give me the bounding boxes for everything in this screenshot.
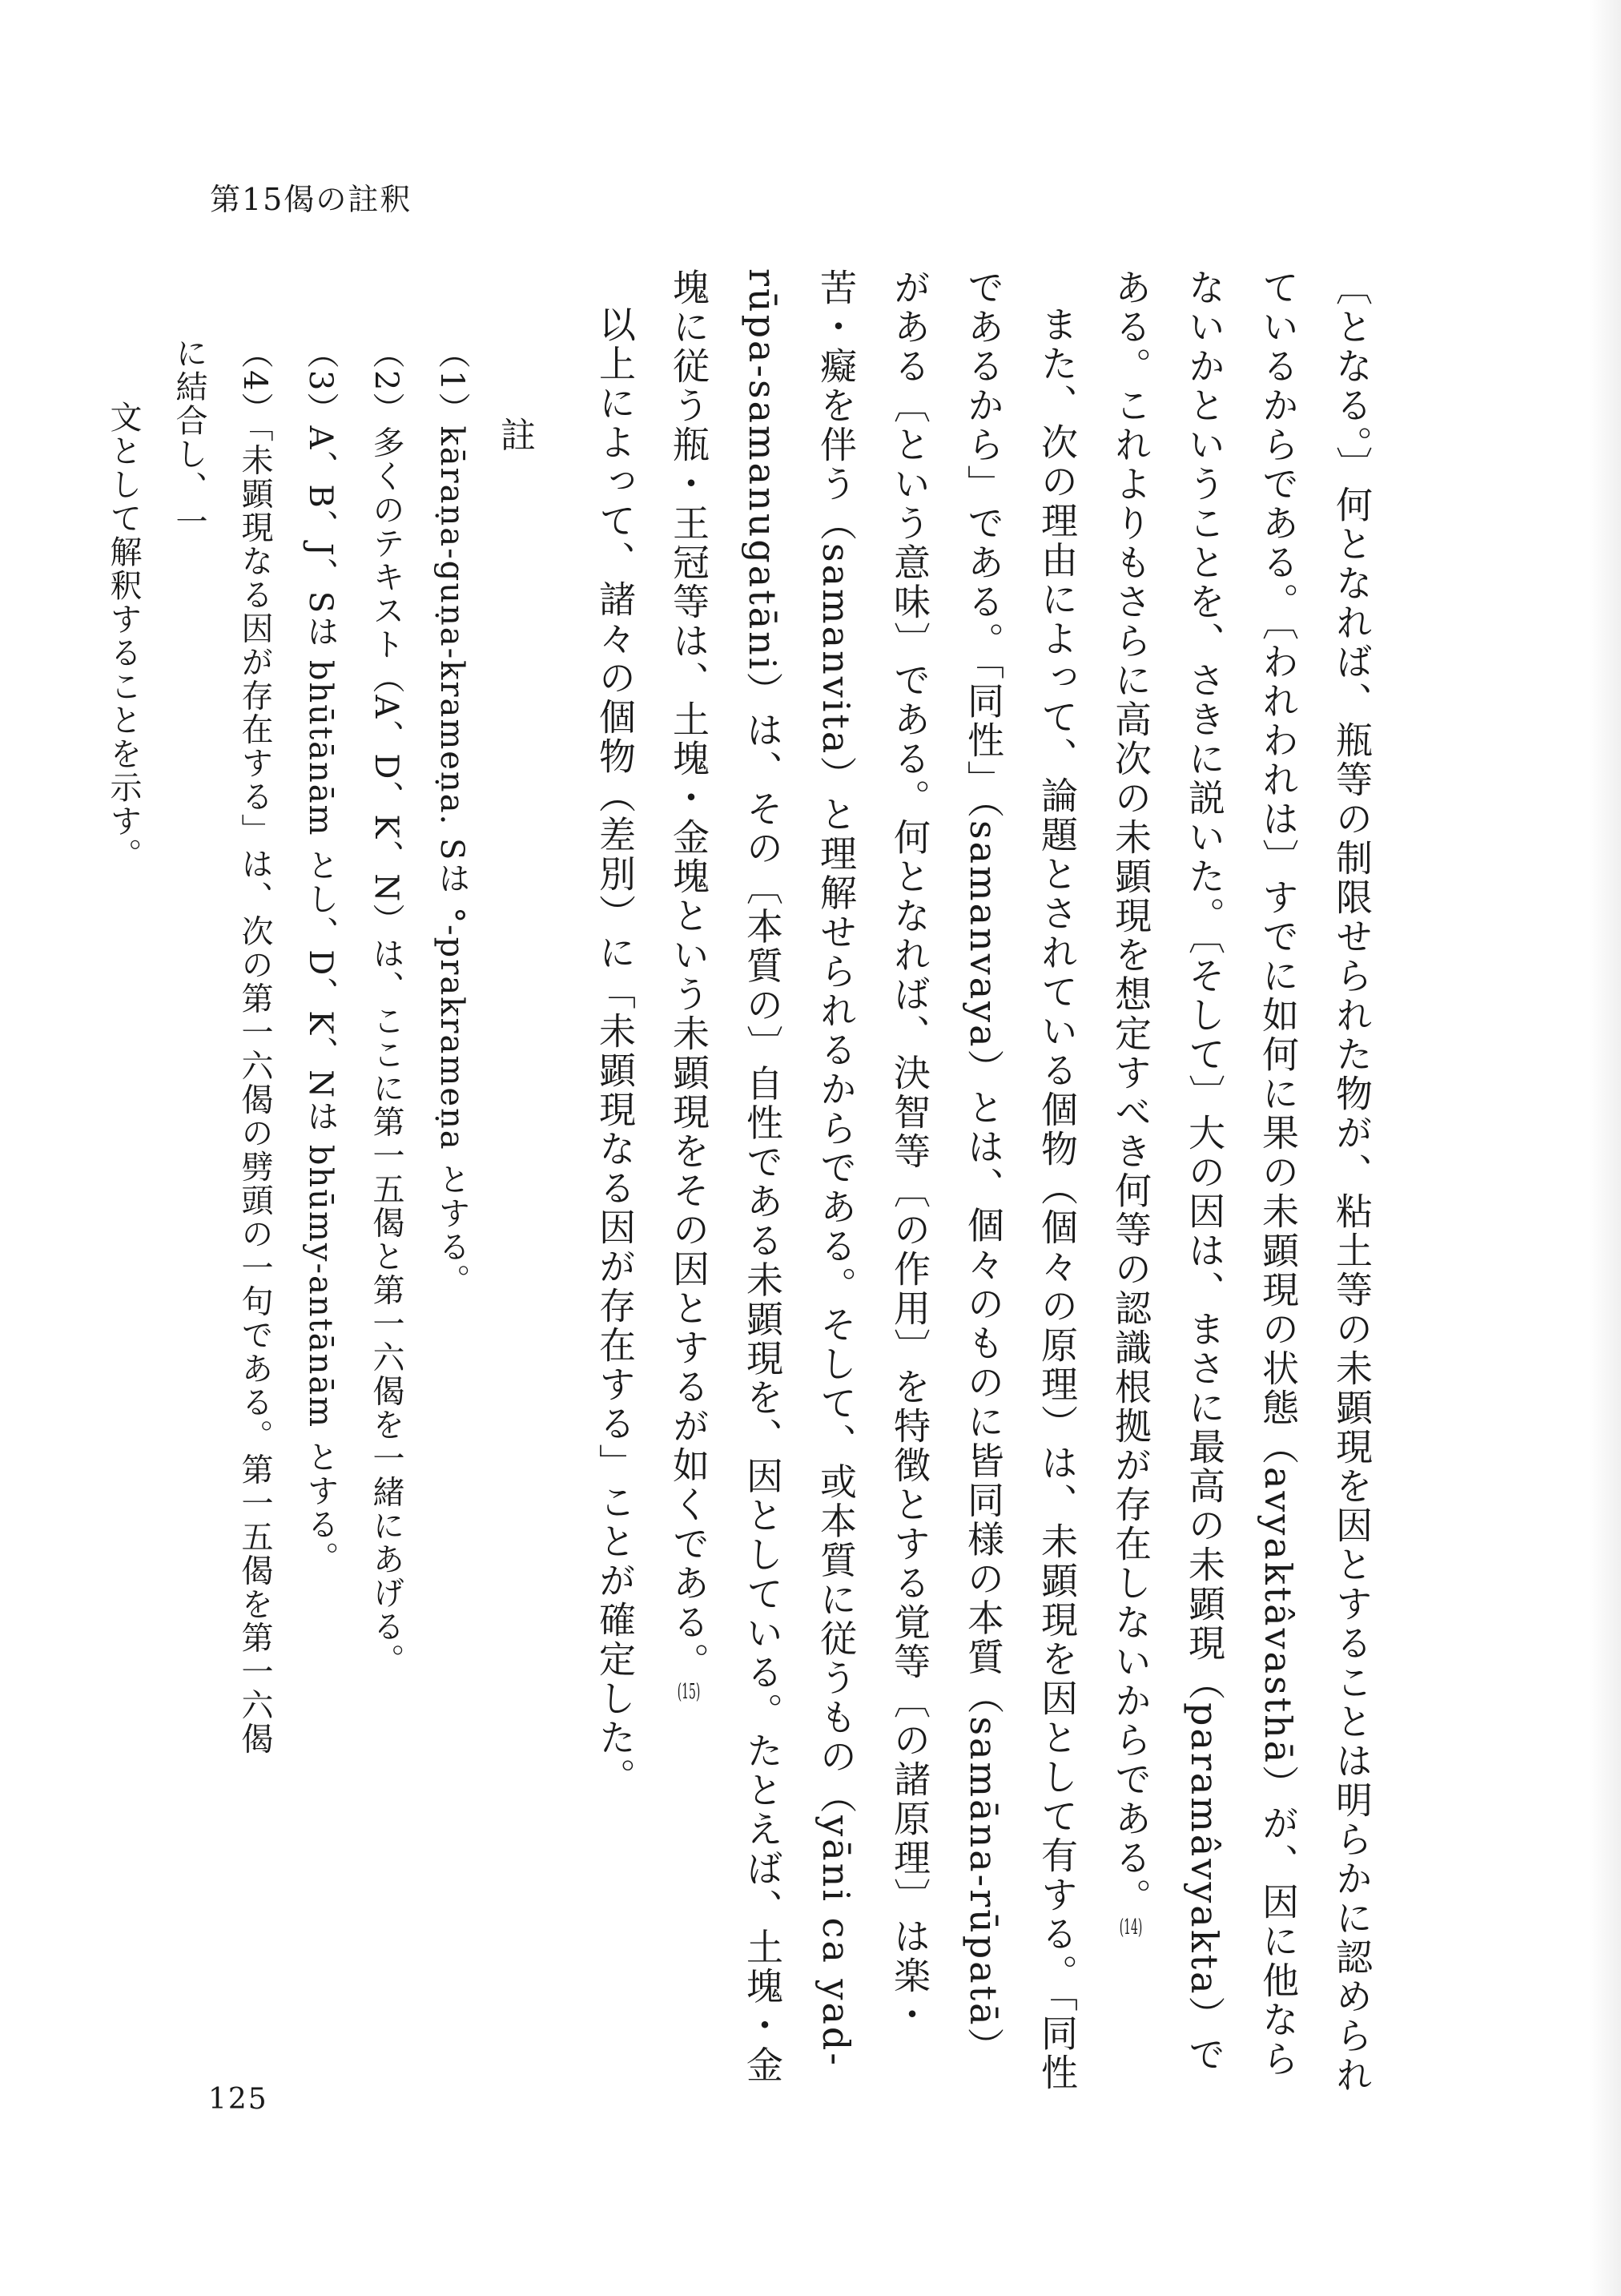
- note-text: 多くのテキスト（A、D、K、N）は、ここに第一五偈と第一六偈を一緒にあげる。: [368, 425, 404, 1678]
- note-text: A、B、J、Sは bhūtānām とし、D、K、Nは bhūmy-antānām とする。: [302, 425, 339, 1575]
- paragraph-text: また、次の理由によって、論題とされている個物（個々の原理）は、未顕現を因として有する。「同性であるから」である。「同性」（samanvaya）とは、個々のものに皆同様の本質（samāna-rūpatā）がある〔という意味〕である。何となれば、決智等〔の作用〕を特徴とする覚等〔の諸原理〕は楽・苦・癡を伴う（samanvita）と理解せられるからである。そして、或本質に従うもの（yāni ca yad-rūpa-samanugatāni）は、その〔本質の〕自性である未顕現を、因としている。たとえば、土塊・金塊に従う瓶・王冠等は、土塊・金塊という未顕現をその因とするが如くである。: [667, 268, 1079, 2093]
- note-label: （3）: [302, 336, 339, 426]
- note-item: [288, 336, 353, 1778]
- running-head: 第15偈の註釈: [210, 182, 412, 217]
- paragraph-text: 以上によって、諸々の個物（差別）に「未顕現なる因が存在する」ことが確定した。: [593, 305, 637, 1797]
- note-continuation: [91, 336, 156, 1778]
- paragraph-text: 〔となる。〕何となれば、瓶等の制限せられた物が、粘土等の未顕現を因とすることは明らかに認められているからである。〔われわれは〕すでに如何に果の未顕現の状態（avyaktâvasthā）が、因に他ならないかということを、さきに説いた。〔そして〕大の因は、まさに最高の未顕現（paramâvyakta）である。これよりもさらに高次の未顕現を想定すべき何等の認識根拠が存在しないからである。: [1109, 268, 1374, 2095]
- note-text: 文として解釈することを示す。: [105, 401, 142, 872]
- note-item: [156, 336, 288, 1778]
- notes-list: [105, 336, 485, 1778]
- note-text: 「未顕現なる因が存在する」は、次の第一六偈の劈頭の一句である。第一五偈を第一六偈に結合し、一: [171, 336, 273, 1756]
- note-item: [419, 336, 485, 1778]
- notes-heading: 註: [494, 417, 535, 457]
- body-paragraph-3: [578, 268, 652, 2095]
- page-number: 125: [208, 2083, 268, 2116]
- note-label: （4）: [236, 336, 273, 426]
- note-label: （2）: [368, 336, 404, 426]
- note-reference: (15): [677, 1682, 701, 1702]
- note-reference: (14): [1119, 1917, 1143, 1938]
- note-label: （1）: [433, 336, 470, 426]
- body-paragraph-1: [1094, 268, 1389, 2095]
- body-paragraph-2: [652, 268, 1094, 2095]
- note-text: kāraṇa-guṇa-krameṇa. Sは °-prakrameṇa とする。: [433, 425, 470, 1298]
- scan-edge: [1589, 0, 1621, 2296]
- note-item: [353, 336, 419, 1778]
